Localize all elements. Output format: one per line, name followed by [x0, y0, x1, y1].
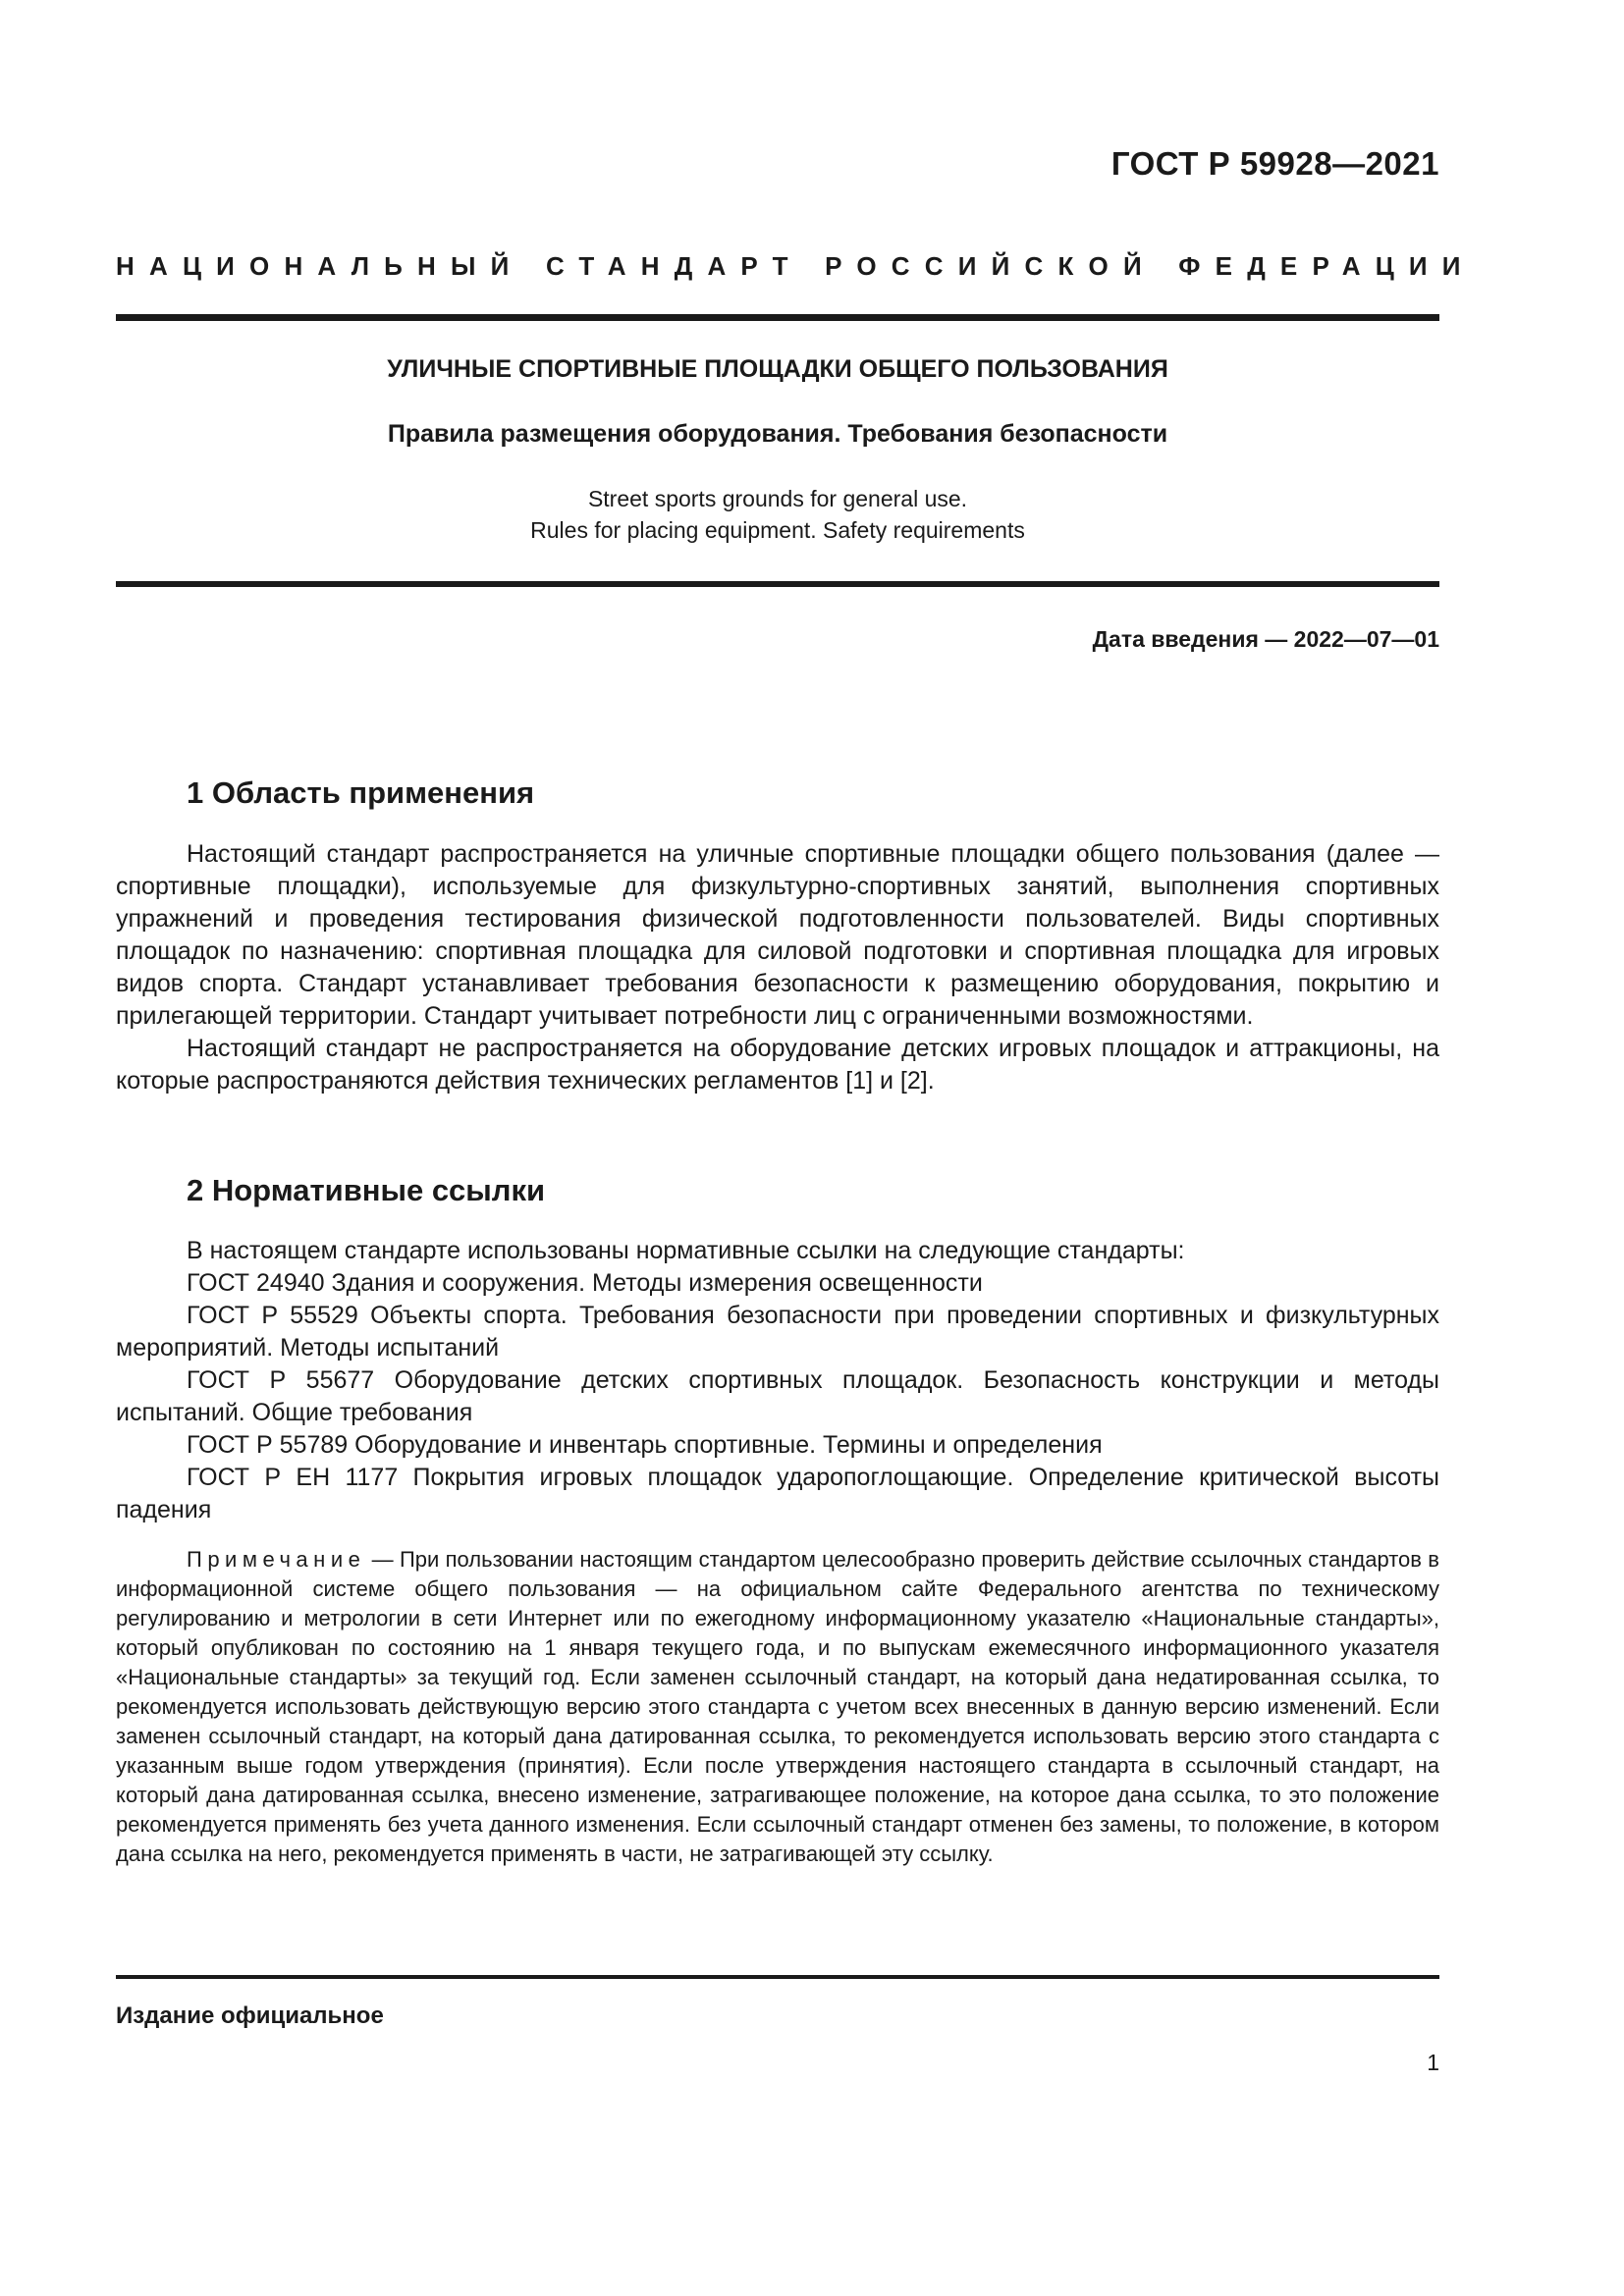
section-1-paragraph-1: Настоящий стандарт распространяется на уличные спортивные площадки общего пользования (далее — спортивные площадки), используемые для физкультурно-спортивных занятий, выполнения спортивных упражнений и проведения тестирования физической подготовленности пользователей. Виды спортивных площадок по назначению: спортивная площадка для силовой подготовки и спортивная площадка для игровых видов спорта. Стандарт устанавливает требования безопасности к размещению оборудования, покрытию и прилегающей территории. Стандарт учитывает потребности лиц с ограниченными возможностями. — [116, 840, 1439, 1030]
top-divider — [116, 314, 1439, 321]
note-text: При пользовании настоящим стандартом целесообразно проверить действие ссылочных стандартов в информационной системе общего пользования — на официальном сайте Федерального агентства по техническому регулированию и метрологии в сети Интернет или по ежегодному информационному указателю «Национальные стандарты», который опубликован по состоянию на 1 января текущего года, и по выпускам ежемесячного информационного указателя «Национальные стандарты» за текущий год. Если заменен ссылочный стандарт, на который дана недатированная ссылка, то рекомендуется использовать действующую версию этого стандарта с учетом всех внесенных в данную версию изменений. Если заменен ссылочный стандарт, на который дана датированная ссылка, то рекомендуется использовать версию этого стандарта с указанным выше годом утверждения (принятия). Если после утверждения настоящего стандарта в ссылочный стандарт, на который дана датированная ссылка, внесено изменение, затрагивающее положение, на которое дана ссылка, то это положение рекомендуется применять без учета данного изменения. Если ссылочный стандарт отменен без замены, то положение, в котором дана ссылка на него, рекомендуется применять в части, не затрагивающей эту ссылку. — [116, 1547, 1439, 1866]
document-subtitle: Правила размещения оборудования. Требования безопасности — [387, 420, 1168, 448]
section-1-paragraph-2: Настоящий стандарт не распространяется на оборудование детских игровых площадок и аттракционы, на которые распространяются действия технических регламентов [1] и [2]. — [116, 1035, 1439, 1095]
english-title — [116, 483, 1439, 546]
official-edition-label: Издание официальное — [116, 2002, 384, 2029]
normative-reference-item: ГОСТ Р 55789 Оборудование и инвентарь спортивные. Термины и определения — [187, 1431, 1103, 1459]
introduction-date: Дата введения — 2022—07—01 — [1092, 626, 1439, 652]
section-2-heading: 2 Нормативные ссылки — [187, 1173, 546, 1207]
document-number: ГОСТ Р 59928—2021 — [1110, 145, 1439, 182]
note-label: Примечание — [187, 1547, 366, 1572]
section-2-note — [116, 1545, 1439, 1869]
section-2-intro: В настоящем стандарте использованы нормативные ссылки на следующие стандарты: — [187, 1237, 1185, 1264]
note-dash: — — [365, 1547, 400, 1572]
section-1-body — [116, 838, 1439, 1097]
document-title: УЛИЧНЫЕ СПОРТИВНЫЕ ПЛОЩАДКИ ОБЩЕГО ПОЛЬЗОВАНИЯ — [387, 355, 1168, 383]
normative-reference-item: ГОСТ Р 55677 Оборудование детских спортивных площадок. Безопасность конструкции и методы испытаний. Общие требования — [116, 1366, 1439, 1426]
normative-reference-item: ГОСТ Р ЕН 1177 Покрытия игровых площадок ударопоглощающие. Определение критической высоты падения — [116, 1464, 1439, 1523]
normative-reference-item: ГОСТ 24940 Здания и сооружения. Методы измерения освещенности — [187, 1269, 983, 1297]
footer-divider — [116, 1975, 1439, 1979]
national-standard-banner: НАЦИОНАЛЬНЫЙ СТАНДАРТ РОССИЙСКОЙ ФЕДЕРАЦИИ — [116, 251, 1476, 281]
english-title-line-1: Street sports grounds for general use. — [587, 486, 968, 511]
normative-reference-item: ГОСТ Р 55529 Объекты спорта. Требования безопасности при проведении спортивных и физкультурных мероприятий. Методы испытаний — [116, 1302, 1439, 1362]
section-2-body — [116, 1235, 1439, 1526]
section-1-heading: 1 Область применения — [187, 775, 535, 810]
document-page — [116, 0, 1476, 2296]
title-divider — [116, 581, 1439, 587]
page-number: 1 — [1427, 2050, 1439, 2075]
english-title-line-2: Rules for placing equipment. Safety requirements — [530, 517, 1025, 543]
